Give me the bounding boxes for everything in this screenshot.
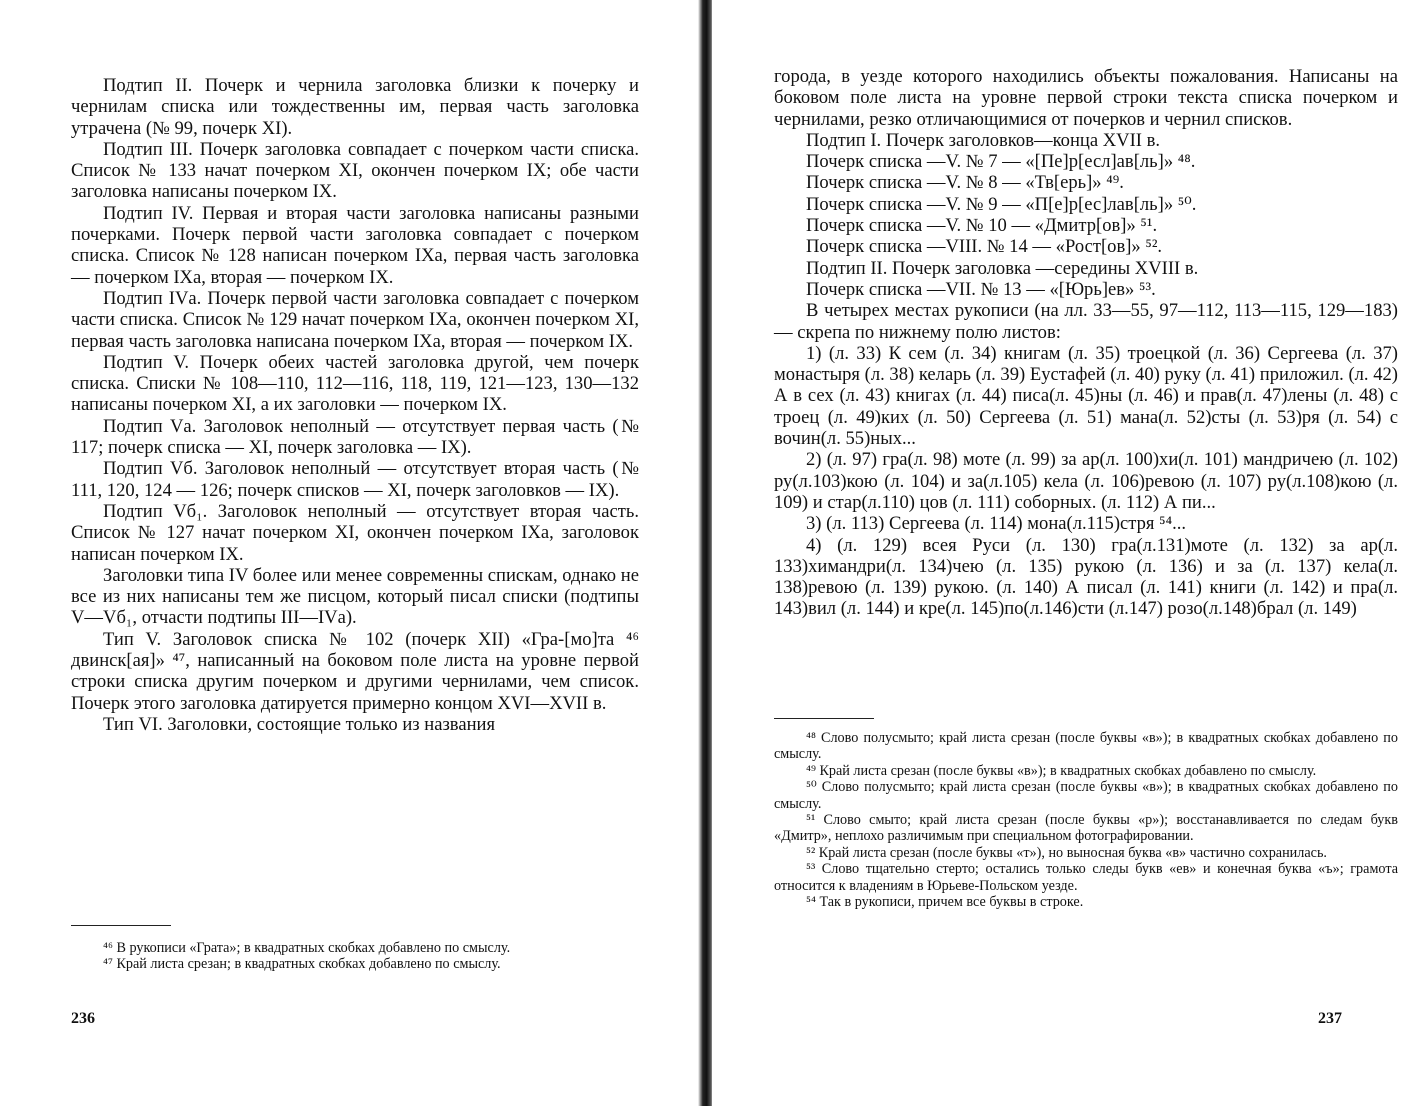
paragraph: В четырех местах рукописи (на лл. 33—55, 97—112, 113—115, 129—183) — скрепа по нижнему полю листов:	[774, 300, 1398, 343]
paragraph: 2) (л. 97) гра(л. 98) моте (л. 99) за ар(л. 100)хи(л. 101) мандричею (л. 102) ру(л.103)кою (л. 104) и за(л.105) кела (л. 106)ревою (л. 107) ру(л.108)кою (л. 109) и стар(л.110) цов (л. 111) соборных. (л. 112) А пи...	[774, 449, 1398, 513]
paragraph: Подтип IV. Первая и вторая части заголовка написаны разными почерками. Почерк первой части заголовка совпадает с почерком списка. Список № 128 написан почерком IXа, первая часть заголовка — почерком IXа, вторая — почерком IX.	[71, 202, 639, 288]
footnote: ⁴⁹ Край листа срезан (после буквы «в»); в квадратных скобках добавлено по смыслу.	[806, 762, 1317, 779]
page-number: 237	[1318, 1010, 1342, 1027]
footnote: ⁵⁰ Слово полусмыто; край листа срезан (после буквы «в»); в квадратных скобках добавлено по смыслу.	[774, 779, 1398, 812]
paragraph: Подтип Vб. Заголовок неполный — отсутствует вторая часть (№ 111, 120, 124 — 126; почерк списков — XI, почерк заголовков — IX).	[71, 458, 639, 501]
paragraph: Подтип Vа. Заголовок неполный — отсутствует первая часть (№ 117; почерк списка — XI, почерк заголовка — IX).	[71, 415, 639, 459]
paragraph: Почерк списка —V. № 8 — «Тв[ерь]» ⁴⁹.	[806, 172, 1124, 194]
right-page	[712, 0, 1427, 1106]
right-main-text	[774, 66, 1398, 620]
footnote-divider	[71, 925, 171, 926]
paragraph: Тип V. Заголовок списка № 102 (почерк XII) «Гра-[мо]та ⁴⁶ двинск[ая]» ⁴⁷, написанный на боковом поле листа на уровне первой строки списка другим почерком и другими чернилами, чем список. Почерк этого заголовка датируется примерно концом XVI—XVII в.	[71, 628, 639, 714]
paragraph: Почерк списка —V. № 10 — «Дмитр[ов]» ⁵¹.	[806, 215, 1158, 237]
paragraph: 3) (л. 113) Сергеева (л. 114) мона(л.115)стря ⁵⁴...	[806, 513, 1187, 535]
paragraph: Тип VI. Заголовки, состоящие только из названия	[103, 713, 496, 735]
left-page	[0, 0, 700, 1106]
paragraph: Подтип IVа. Почерк первой части заголовка совпадает с почерком части списка. Список № 129 начат почерком IXа, окончен почерком XI, первая часть заголовка написана почерком IXа, вторая — почерком IX.	[71, 287, 639, 352]
paragraph: Заголовки типа IV более или менее современны спискам, однако не все из них написаны тем же писцом, который писал списки (подтипы V—Vб₁, отчасти подтипы III—IVа).	[71, 564, 639, 629]
footnote-divider	[774, 718, 874, 719]
footnote: ⁵³ Слово тщательно стерто; остались только следы букв «ев» и конечная буква «ъ»; грамота относится к владениям в Юрьеве-Польском уезде.	[774, 861, 1398, 894]
paragraph: Подтип III. Почерк заголовка совпадает с почерком части списка. Список № 133 начат почерком XI, окончен почерком IX; обе части заголовка написаны почерком IX.	[71, 138, 639, 203]
footnote: ⁵⁴ Так в рукописи, причем все буквы в строке.	[806, 894, 1084, 911]
left-footnotes	[71, 940, 637, 973]
paragraph: Почерк списка —VIII. № 14 — «Рост[ов]» ⁵².	[806, 236, 1163, 258]
paragraph: Почерк списка —V. № 9 — «П[е]р[ес]лав[ль]» ⁵⁰.	[806, 193, 1197, 215]
paragraph: 4) (л. 129) всея Руси (л. 130) гра(л.131)моте (л. 132) за ар(л. 133)химандри(л. 134)чею (л. 135) рукою (л. 136) и за (л. 137) кела(л. 138)ревою (л. 139) рукою. (л. 140) А писал (л. 141) книги (л. 142) и пра(л. 143)вил (л. 144) и кре(л. 145)по(л.146)сти (л.147) розо(л.148)брал (л. 149)	[774, 534, 1398, 620]
left-main-text	[71, 75, 639, 735]
paragraph: Подтип II. Почерк и чернила заголовка близки к почерку и чернилам списка или тождественны им, первая часть заголовка утрачена (№ 99, почерк XI).	[71, 75, 639, 139]
page-number: 236	[71, 1010, 95, 1027]
footnote: ⁴⁷ Край листа срезан; в квадратных скобках добавлено по смыслу.	[103, 956, 501, 973]
paragraph: Почерк списка —V. № 7 — «[Пе]р[есл]ав[ль]» ⁴⁸.	[806, 151, 1196, 173]
footnote: ⁵¹ Слово смыто; край листа срезан (после буквы «р»); восстанавливается по следам букв «Дмитр», неплохо различимым при специальном фотографировании.	[774, 812, 1398, 845]
paragraph: Подтип Vб₁. Заголовок неполный — отсутствует вторая часть. Список № 127 начат почерком XI, окончен почерком IXа, заголовок написан почерком IX.	[71, 500, 639, 565]
paragraph: города, в уезде которого находились объекты пожалования. Написаны на боковом поле листа на уровне первой строки текста списка почерком и чернилами, резко отличающимися от почерков и чернил списков.	[774, 66, 1398, 130]
footnote: ⁵² Край листа срезан (после буквы «т»), но выносная буква «в» частично сохранилась.	[806, 844, 1327, 861]
paragraph: Подтип V. Почерк обеих частей заголовка другой, чем почерк списка. Списки № 108—110, 112—116, 118, 119, 121—123, 130—132 написаны почерком XI, а их заголовки — почерком IX.	[71, 351, 639, 416]
footnote: ⁴⁸ Слово полусмыто; край листа срезан (после буквы «в»); в квадратных скобках добавлено по смыслу.	[774, 730, 1398, 763]
paragraph: 1) (л. 33) К сем (л. 34) книгам (л. 35) троецкой (л. 36) Сергеева (л. 37) монастыря (л. 38) келарь (л. 39) Еустафей (л. 40) руку (л. 41) приложил. (л. 42) А в сех (л. 43) книгах (л. 44) писа(л. 45)ны (л. 46) и прав(л. 47)лены (л. 48) с троец (л. 49)ких (л. 50) Сергеева (л. 51) мана(л. 52)сты (л. 53)ря (л. 54) с вочин(л. 55)ных...	[774, 342, 1398, 450]
footnote: ⁴⁶ В рукописи «Грата»; в квадратных скобках добавлено по смыслу.	[103, 940, 511, 956]
right-footnotes	[774, 730, 1398, 910]
paragraph: Почерк списка —VII. № 13 — «[Юрь]ев» ⁵³.	[806, 278, 1156, 300]
paragraph: Подтип I. Почерк заголовков—конца XVII в.	[806, 129, 1161, 151]
paragraph: Подтип II. Почерк заголовка —середины XVIII в.	[806, 257, 1199, 279]
